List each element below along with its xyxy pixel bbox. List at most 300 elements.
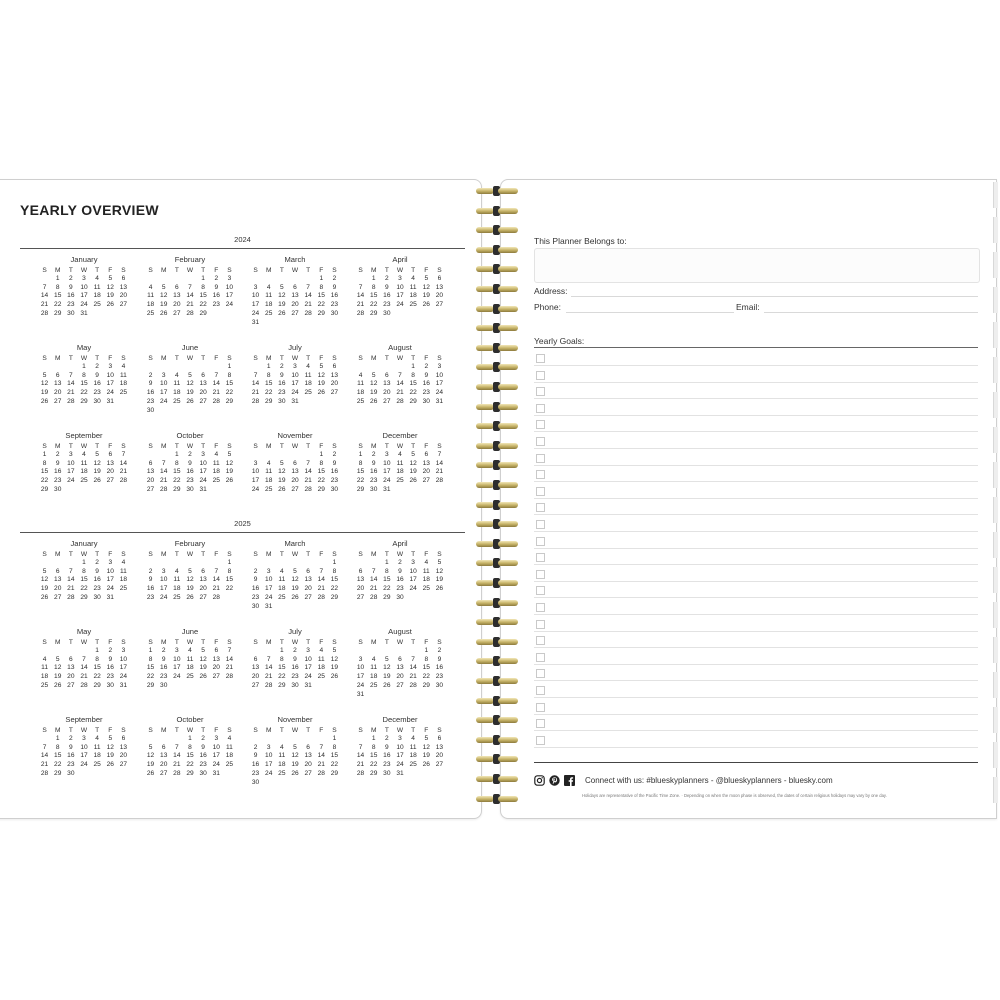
day-blank — [262, 559, 275, 568]
day-number: 25 — [409, 301, 417, 309]
day-number: 6 — [332, 363, 337, 370]
weekday-header — [249, 442, 341, 451]
weekday-label: S — [332, 639, 337, 646]
weekday-label: S — [227, 443, 232, 450]
month-tab[interactable] — [993, 707, 998, 733]
day-number: 25 — [173, 593, 181, 601]
goal-line[interactable] — [534, 682, 978, 698]
day-number: 14 — [40, 292, 49, 300]
goal-line[interactable] — [534, 433, 978, 449]
day-number: 7 — [398, 371, 402, 379]
day-number: 4 — [42, 655, 47, 663]
weekday-header — [354, 726, 446, 735]
day-blank — [157, 275, 170, 284]
goal-line[interactable] — [534, 665, 978, 681]
day-number: 28 — [370, 593, 378, 601]
day-number: 29 — [330, 769, 339, 777]
day-number: 27 — [119, 761, 128, 769]
month-tab[interactable] — [993, 182, 998, 208]
goal-checkbox[interactable] — [536, 470, 545, 479]
day-number: 15 — [225, 380, 234, 388]
weekday-label: S — [358, 443, 363, 450]
spiral-coil — [474, 735, 520, 745]
day-number: 24 — [251, 309, 260, 317]
goal-line[interactable] — [534, 483, 978, 499]
day-blank — [51, 647, 64, 656]
day-number: 22 — [40, 477, 49, 485]
day-blank — [157, 451, 170, 460]
goal-line[interactable] — [534, 582, 978, 598]
day-blank — [315, 559, 328, 568]
day-number: 8 — [371, 283, 376, 291]
goal-line[interactable] — [534, 616, 978, 632]
goal-checkbox[interactable] — [536, 686, 545, 695]
day-number: 1 — [148, 647, 153, 654]
day-number: 14 — [304, 292, 312, 300]
weekday-label: S — [148, 267, 153, 274]
day-number: 14 — [304, 468, 312, 476]
day-number: 3 — [266, 567, 271, 575]
goal-line[interactable] — [534, 566, 978, 582]
weekday-label: S — [148, 551, 153, 558]
day-number: 22 — [317, 477, 325, 485]
day-number: 24 — [106, 389, 114, 397]
day-blank — [249, 559, 262, 568]
spiral-coil — [474, 715, 520, 725]
day-blank — [197, 363, 210, 372]
month-tab[interactable] — [993, 567, 998, 593]
goal-checkbox[interactable] — [536, 404, 545, 413]
goal-checkbox[interactable] — [536, 570, 545, 579]
day-blank — [302, 559, 315, 568]
weekday-label: W — [396, 267, 404, 274]
goal-checkbox[interactable] — [536, 420, 545, 429]
day-number: 9 — [108, 655, 113, 663]
day-number: 1 — [385, 559, 389, 566]
day-number: 27 — [435, 301, 444, 309]
day-blank — [302, 275, 315, 284]
goal-checkbox[interactable] — [536, 603, 545, 612]
day-number: 12 — [40, 576, 49, 584]
weekday-header — [38, 442, 130, 451]
goal-checkbox[interactable] — [536, 553, 545, 562]
month-tab[interactable] — [993, 392, 998, 418]
day-number: 20 — [173, 301, 181, 309]
day-number: 23 — [106, 673, 114, 681]
day-number: 14 — [317, 752, 325, 760]
day-number: 13 — [199, 380, 207, 388]
day-number: 23 — [383, 761, 391, 769]
day-number: 6 — [437, 275, 442, 282]
day-number: 21 — [40, 761, 49, 769]
goal-line[interactable] — [534, 649, 978, 665]
weekday-label: W — [396, 639, 404, 646]
weekday-label: F — [319, 551, 324, 558]
day-number: 29 — [80, 593, 88, 601]
day-number: 30 — [93, 593, 101, 601]
day-number: 18 — [212, 468, 220, 476]
spiral-coil — [474, 245, 520, 255]
day-number: 22 — [225, 585, 234, 593]
day-number: 15 — [383, 576, 391, 584]
day-number: 8 — [175, 459, 179, 467]
day-blank — [393, 363, 406, 372]
day-number: 11 — [225, 743, 233, 751]
day-number: 13 — [435, 743, 444, 751]
day-number: 24 — [396, 301, 404, 309]
day-number: 3 — [385, 451, 389, 458]
goal-line[interactable] — [534, 516, 978, 532]
day-number: 15 — [278, 664, 286, 672]
instagram-icon[interactable] — [534, 775, 545, 786]
goal-line[interactable] — [534, 715, 978, 731]
phone-line[interactable] — [566, 312, 734, 313]
day-grid — [38, 559, 130, 603]
day-number: 19 — [383, 673, 391, 681]
day-number: 4 — [95, 735, 99, 742]
day-number: 25 — [265, 485, 273, 493]
month-tab[interactable] — [993, 462, 998, 488]
day-number: 8 — [319, 459, 324, 467]
day-number: 8 — [280, 655, 284, 663]
weekday-label: F — [319, 443, 324, 450]
weekday-label: S — [42, 267, 47, 274]
day-number: 17 — [356, 673, 365, 681]
day-number: 23 — [146, 593, 155, 601]
weekday-label: T — [384, 551, 389, 558]
day-number: 15 — [146, 664, 155, 672]
month-tab[interactable] — [993, 742, 998, 768]
goal-line[interactable] — [534, 533, 978, 549]
month-august-2025 — [354, 627, 446, 699]
weekday-header — [249, 550, 341, 559]
weekday-label: W — [186, 443, 194, 450]
day-number: 17 — [106, 576, 114, 584]
goal-checkbox[interactable] — [536, 354, 545, 363]
day-number: 11 — [173, 380, 181, 388]
day-number: 16 — [330, 468, 339, 476]
day-number: 14 — [40, 752, 49, 760]
day-number: 28 — [80, 681, 88, 689]
goal-line[interactable] — [534, 632, 978, 648]
day-number: 5 — [293, 743, 297, 751]
day-number: 14 — [370, 576, 378, 584]
day-number: 4 — [148, 283, 153, 291]
day-number: 20 — [199, 389, 207, 397]
facebook-icon[interactable] — [564, 775, 575, 786]
weekday-header — [354, 442, 446, 451]
day-number: 4 — [411, 735, 415, 742]
month-tab[interactable] — [993, 287, 998, 313]
month-name: April — [392, 255, 408, 264]
day-number: 6 — [55, 567, 60, 575]
day-number: 12 — [370, 380, 378, 388]
goal-checkbox[interactable] — [536, 719, 545, 728]
day-number: 10 — [225, 283, 234, 291]
day-number: 6 — [214, 647, 219, 654]
day-number: 18 — [356, 389, 365, 397]
month-tab[interactable] — [993, 602, 998, 628]
day-number: 18 — [317, 664, 325, 672]
weekday-label: S — [358, 267, 363, 274]
weekday-label: T — [95, 443, 100, 450]
spiral-coil — [474, 696, 520, 706]
day-number: 12 — [435, 567, 444, 575]
month-name: June — [181, 627, 199, 636]
day-number: 5 — [319, 363, 324, 370]
day-number: 6 — [306, 743, 310, 751]
weekday-label: T — [95, 551, 100, 558]
weekday-label: F — [214, 639, 219, 646]
day-number: 5 — [437, 559, 442, 566]
social-bar — [534, 773, 833, 787]
month-tab[interactable] — [993, 427, 998, 453]
day-number: 26 — [106, 761, 114, 769]
day-number: 11 — [93, 743, 101, 751]
weekday-label: T — [201, 551, 206, 558]
day-number: 23 — [199, 761, 207, 769]
address-line[interactable] — [571, 296, 978, 297]
month-tab[interactable] — [993, 672, 998, 698]
month-june-2025 — [144, 627, 236, 691]
day-number: 18 — [265, 301, 273, 309]
goal-checkbox[interactable] — [536, 520, 545, 529]
weekday-label: W — [396, 443, 404, 450]
day-number: 21 — [356, 301, 365, 309]
goal-line[interactable] — [534, 350, 978, 366]
day-number: 18 — [422, 576, 430, 584]
day-blank — [210, 363, 223, 372]
month-name: December — [382, 431, 418, 440]
weekday-label: S — [42, 551, 47, 558]
day-grid — [38, 363, 130, 407]
day-number: 16 — [93, 380, 101, 388]
day-number: 29 — [330, 593, 339, 601]
month-tab[interactable] — [993, 497, 998, 523]
day-grid — [354, 647, 446, 699]
month-tab[interactable] — [993, 637, 998, 663]
day-grid — [249, 275, 341, 327]
weekday-label: S — [227, 639, 232, 646]
day-grid — [354, 275, 446, 319]
day-number: 6 — [69, 655, 73, 663]
day-number: 3 — [108, 363, 113, 370]
day-number: 22 — [54, 761, 62, 769]
day-number: 17 — [212, 752, 220, 760]
day-number: 10 — [106, 371, 114, 379]
day-number: 18 — [409, 292, 417, 300]
day-number: 15 — [409, 380, 417, 388]
day-number: 19 — [186, 585, 194, 593]
pinterest-icon[interactable] — [549, 775, 560, 786]
day-number: 12 — [186, 380, 194, 388]
weekday-label: S — [121, 727, 126, 734]
goal-line[interactable] — [534, 450, 978, 466]
goal-checkbox[interactable] — [536, 586, 545, 595]
day-number: 20 — [146, 477, 155, 485]
day-number: 1 — [82, 559, 86, 566]
day-number: 12 — [422, 743, 430, 751]
day-number: 23 — [422, 389, 430, 397]
day-number: 19 — [422, 752, 430, 760]
weekday-label: W — [186, 355, 194, 362]
goal-line[interactable] — [534, 499, 978, 515]
day-number: 16 — [93, 576, 101, 584]
owner-name-field[interactable] — [534, 248, 980, 283]
month-december-2025 — [354, 715, 446, 779]
day-number: 20 — [106, 468, 114, 476]
goal-line[interactable] — [534, 599, 978, 615]
day-number: 20 — [251, 673, 260, 681]
day-blank — [170, 363, 183, 372]
goal-line[interactable] — [534, 367, 978, 383]
goal-checkbox[interactable] — [536, 371, 545, 380]
day-number: 9 — [214, 283, 219, 291]
goal-line[interactable] — [534, 699, 978, 715]
day-number: 2 — [332, 451, 337, 458]
day-number: 21 — [119, 468, 128, 476]
day-number: 4 — [358, 371, 363, 379]
month-tab[interactable] — [993, 252, 998, 278]
day-number: 25 — [93, 301, 101, 309]
email-line[interactable] — [764, 312, 978, 313]
day-number: 8 — [358, 459, 363, 467]
day-number: 27 — [54, 397, 62, 405]
weekday-label: F — [108, 639, 113, 646]
goal-line[interactable] — [534, 416, 978, 432]
day-number: 9 — [385, 283, 389, 291]
day-number: 11 — [93, 283, 101, 291]
day-number: 29 — [317, 309, 325, 317]
goal-checkbox[interactable] — [536, 454, 545, 463]
day-number: 26 — [199, 673, 207, 681]
day-grid — [354, 735, 446, 779]
goal-checkbox[interactable] — [536, 653, 545, 662]
month-name: March — [284, 539, 306, 548]
weekday-label: M — [370, 355, 377, 362]
goal-checkbox[interactable] — [536, 537, 545, 546]
day-number: 16 — [212, 292, 220, 300]
month-tab[interactable] — [993, 532, 998, 558]
day-number: 29 — [370, 769, 378, 777]
day-number: 15 — [173, 468, 181, 476]
day-number: 6 — [201, 371, 205, 379]
day-number: 12 — [317, 371, 325, 379]
day-number: 30 — [67, 309, 75, 317]
weekday-label: T — [279, 639, 284, 646]
goal-checkbox[interactable] — [536, 387, 545, 396]
day-number: 8 — [411, 371, 415, 379]
day-blank — [170, 559, 183, 568]
day-number: 19 — [40, 389, 49, 397]
day-grid — [144, 559, 236, 603]
day-number: 10 — [409, 567, 417, 575]
month-tab[interactable] — [993, 322, 998, 348]
day-blank — [275, 451, 288, 460]
day-number: 24 — [80, 301, 88, 309]
day-number: 11 — [173, 576, 181, 584]
goal-checkbox[interactable] — [536, 437, 545, 446]
month-tab[interactable] — [993, 217, 998, 243]
day-number: 7 — [411, 655, 415, 663]
day-number: 10 — [160, 576, 168, 584]
day-number: 25 — [146, 309, 155, 317]
day-number: 28 — [40, 309, 49, 317]
weekday-label: M — [160, 443, 167, 450]
day-number: 28 — [396, 397, 404, 405]
day-number: 16 — [383, 752, 391, 760]
day-blank — [262, 451, 275, 460]
weekday-label: S — [227, 355, 232, 362]
day-number: 31 — [80, 309, 88, 317]
day-number: 13 — [396, 664, 404, 672]
day-number: 10 — [80, 743, 88, 751]
day-number: 26 — [186, 397, 194, 405]
goal-line[interactable] — [534, 466, 978, 482]
spiral-coil — [474, 539, 520, 549]
goal-line[interactable] — [534, 383, 978, 399]
month-september-2025 — [38, 715, 130, 779]
day-number: 10 — [212, 743, 220, 751]
weekday-label: S — [42, 639, 47, 646]
day-number: 8 — [227, 371, 232, 379]
goal-line[interactable] — [534, 400, 978, 416]
day-blank — [249, 647, 262, 656]
day-number: 1 — [227, 363, 232, 370]
goal-checkbox[interactable] — [536, 620, 545, 629]
day-number: 10 — [67, 459, 75, 467]
day-number: 19 — [278, 301, 286, 309]
day-number: 23 — [67, 301, 75, 309]
day-number: 6 — [385, 371, 389, 379]
weekday-label: M — [265, 639, 272, 646]
day-blank — [367, 647, 380, 656]
day-grid — [144, 275, 236, 319]
month-name: April — [392, 539, 408, 548]
goal-checkbox[interactable] — [536, 487, 545, 496]
month-tab[interactable] — [993, 357, 998, 383]
month-tab[interactable] — [993, 777, 998, 803]
goal-checkbox[interactable] — [536, 636, 545, 645]
weekday-header — [144, 550, 236, 559]
day-number: 20 — [67, 673, 75, 681]
day-number: 9 — [332, 459, 337, 467]
goal-line[interactable] — [534, 732, 978, 748]
goal-checkbox[interactable] — [536, 703, 545, 712]
goal-line[interactable] — [534, 549, 978, 565]
spiral-coil — [474, 362, 520, 372]
spiral-coil — [474, 304, 520, 314]
day-number: 21 — [251, 389, 260, 397]
day-blank — [38, 363, 51, 372]
day-number: 25 — [40, 681, 49, 689]
day-number: 12 — [160, 292, 168, 300]
goal-checkbox[interactable] — [536, 669, 545, 678]
day-number: 11 — [370, 664, 378, 672]
day-number: 9 — [332, 283, 337, 291]
day-number: 25 — [396, 477, 404, 485]
day-number: 11 — [409, 743, 417, 751]
day-number: 10 — [251, 292, 260, 300]
day-number: 1 — [358, 451, 363, 458]
goal-checkbox[interactable] — [536, 736, 545, 745]
goal-checkbox[interactable] — [536, 503, 545, 512]
day-number: 22 — [80, 389, 88, 397]
day-number: 19 — [330, 664, 339, 672]
day-number: 15 — [80, 380, 88, 388]
day-number: 1 — [332, 735, 337, 742]
weekday-label: T — [306, 267, 311, 274]
